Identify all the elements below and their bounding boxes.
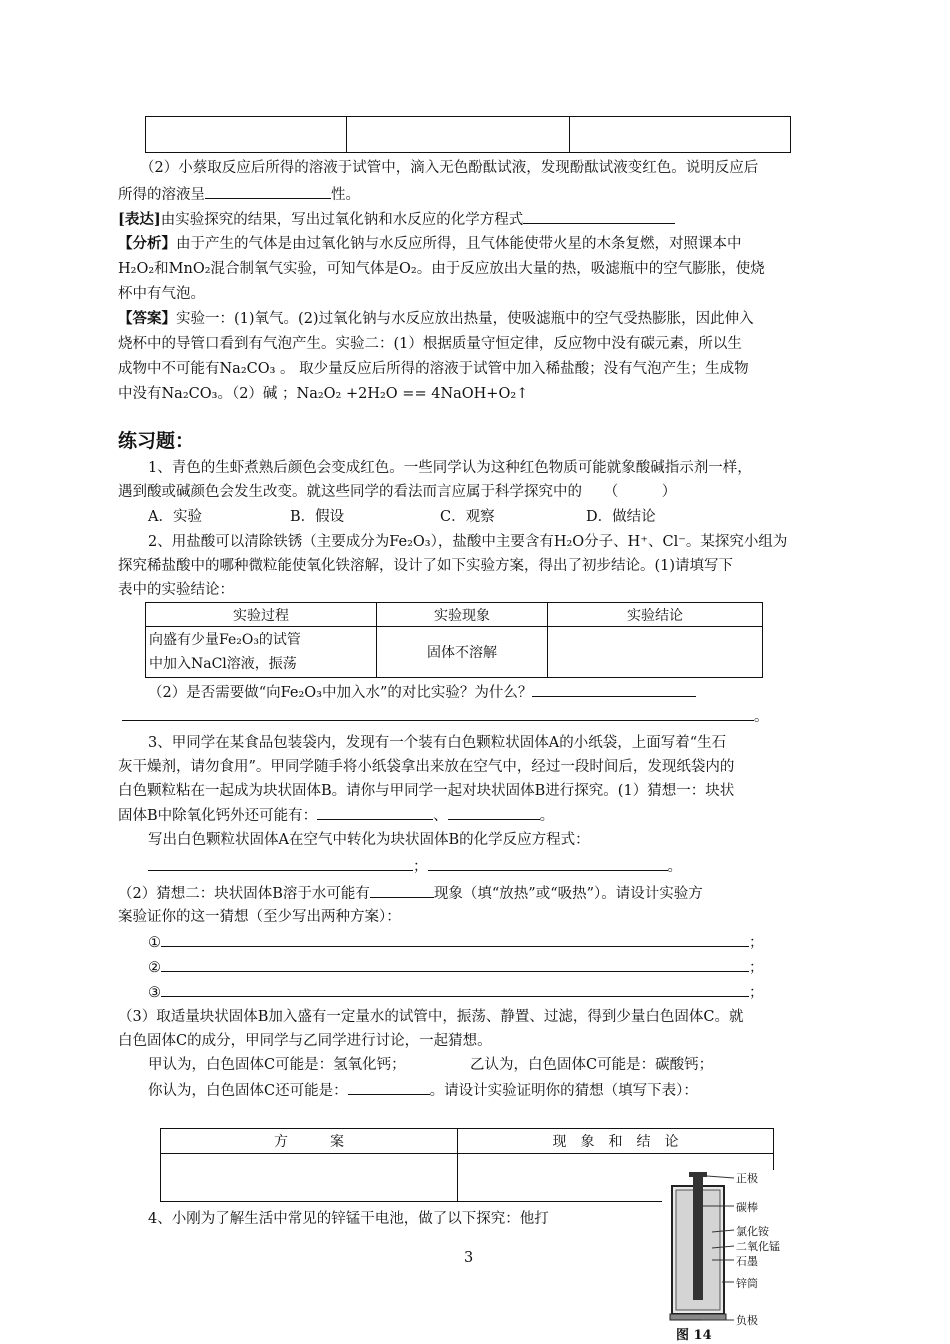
guess1-blank-a[interactable]	[317, 805, 433, 820]
plan-table-header: 方 案	[161, 1129, 458, 1154]
label-carbon-rod: 碳棒	[736, 1201, 758, 1214]
q3-line9: 白色固体C的成分，甲同学与乙同学进行讨论，一起猜想。	[118, 1033, 492, 1049]
q3-line4	[118, 805, 554, 826]
plan-line-3	[148, 982, 764, 1003]
q2-sub2-continued	[122, 706, 769, 727]
label-zinc-can: 锌筒	[736, 1277, 758, 1290]
battery-diagram	[662, 1170, 792, 1340]
label-graphite: 石墨	[736, 1255, 758, 1268]
q3-line7: 案验证你的这一猜想（至少写出两种方案）：	[118, 909, 401, 925]
q2-sub2-text: （2）是否需要做“向Fe₂O₃中加入水”的对比实验？为什么？	[148, 685, 533, 701]
top-table-cell[interactable]	[570, 117, 791, 153]
q3-line4-text: 固体B中除氧化钙外还可能有：	[118, 808, 318, 824]
q2-sub2-blank[interactable]	[532, 682, 696, 697]
answer-line2: 烧杯中的导管口看到有气泡产生。实验二：(1）根据质量守恒定律，反应物中没有碳元素，所以生	[118, 336, 742, 352]
equation-blank[interactable]	[523, 209, 675, 224]
q2-experiment-table	[145, 602, 763, 678]
plan-blank-1[interactable]	[161, 932, 749, 947]
q3-line2: 灰干燥剂，请勿食用”。甲同学随手将小纸袋拿出来放在空气中，经过一段时间后，发现纸袋内的	[118, 759, 735, 775]
figure-caption: 图 14	[676, 1328, 712, 1343]
q3-line6-text: （2）猜想二：块状固体B溶于水可能有	[118, 886, 370, 902]
analysis-tag: 【分析】	[118, 235, 176, 252]
q4-line1: 4、小刚为了解生活中常见的锌锰干电池，做了以下探究：他打	[148, 1211, 549, 1227]
plan-marker: ③	[148, 985, 161, 1001]
p2-line2	[118, 184, 360, 205]
q2-sub2-end: 。	[754, 709, 769, 725]
answer-line3: 成物中不可能有Na₂CO₃ 。 取少量反应后所得的溶液于试管中加入稀盐酸；没有气泡产生；生成物	[118, 361, 749, 377]
q3-line6	[118, 883, 703, 904]
plan-line-2	[148, 957, 764, 978]
equation-blank-2[interactable]	[428, 856, 668, 871]
q2-process-line1: 向盛有少量Fe₂O₃的试管	[149, 632, 301, 648]
q3-sep: 、	[433, 808, 448, 824]
top-table-cell[interactable]	[146, 117, 347, 153]
answer-text1: 实验一：(1)氧气。(2)过氧化钠与水反应放出热量，使吸滤瓶中的空气受热膨胀，因此伸入	[176, 311, 754, 327]
top-answer-table	[145, 116, 791, 153]
plan-blank-3[interactable]	[161, 982, 749, 997]
equation-blank-1[interactable]	[148, 856, 413, 871]
answer-line1	[118, 309, 754, 329]
q2-line2: 探究稀盐酸中的哪种微粒能使氧化铁溶解，设计了如下实验方案，得出了初步结论。(1)请填写下	[118, 558, 734, 574]
q1-option-d[interactable]: D．做结论	[586, 509, 656, 525]
top-table-cell[interactable]	[347, 117, 570, 153]
plan-table-header: 现 象 和 结 论	[458, 1129, 774, 1154]
p2-line1: （2）小蔡取反应后所得的溶液于试管中，滴入无色酚酞试液，发现酚酞试液变红色。说明反应后	[140, 160, 759, 176]
expression-tag: [表达]	[118, 211, 161, 228]
solid-c-blank[interactable]	[348, 1080, 430, 1095]
q2-sub2	[148, 682, 696, 703]
label-ammonium-chloride: 氯化铵	[736, 1225, 769, 1238]
q2-line3: 表中的实验结论：	[118, 582, 234, 598]
q2-table-phenomenon: 固体不溶解	[377, 627, 548, 678]
guess1-blank-b[interactable]	[448, 805, 540, 820]
q2-table-header: 实验结论	[548, 603, 763, 627]
q3-line8: （3）取适量块状固体B加入盛有一定量水的试管中，振荡、静置、过滤，得到少量白色固体C。就	[118, 1009, 744, 1025]
p2-line2-text: 所得的溶液呈	[118, 187, 205, 203]
q1-line1: 1、青色的生虾煮熟后颜色会变成红色。一些同学认为这种红色物质可能就象酸碱指示剂一样，	[148, 460, 752, 476]
q2-process-line2: 中加入NaCl溶液，振荡	[149, 656, 297, 672]
q3-equations	[148, 856, 682, 877]
q3-line3: 白色颗粒粘在一起成为块状固体B。请你与甲同学一起对块状固体B进行探究。(1）猜想一：块状	[118, 783, 735, 799]
answer-line4: 中没有Na₂CO₃。（2）碱 ；Na₂O₂ +2H₂O == 4NaOH+O₂↑	[118, 386, 529, 402]
q3-line11	[148, 1080, 698, 1101]
plan-end: ；	[749, 985, 764, 1001]
q3-line11-text: 你认为，白色固体C还可能是：	[148, 1083, 348, 1099]
exercise-heading: 练习题：	[118, 430, 195, 452]
plan-end: ；	[749, 960, 764, 976]
analysis-text1: 由于产生的气体是由过氧化钠与水反应所得，且气体能使带火星的木条复燃，对照课本中	[176, 236, 742, 252]
plan-blank-2[interactable]	[161, 957, 749, 972]
q3-line10a: 甲认为，白色固体C可能是：氢氧化钙；	[148, 1057, 406, 1073]
q2-table-conclusion-blank[interactable]	[548, 627, 763, 678]
plan-end: ；	[749, 935, 764, 951]
plan-line-1	[148, 932, 764, 953]
plan-table-cell[interactable]	[161, 1154, 458, 1202]
q2-table-header: 实验现象	[377, 603, 548, 627]
expression-text: 由实验探究的结果，写出过氧化钠和水反应的化学方程式	[160, 212, 524, 228]
q3-line5: 写出白色颗粒状固体A在空气中转化为块状固体B的化学反应方程式：	[148, 832, 590, 848]
q3-line10b: 乙认为，白色固体C可能是：碳酸钙；	[470, 1057, 714, 1073]
q2-table-process	[146, 627, 377, 678]
analysis-line1	[118, 234, 742, 254]
q2-line1: 2、用盐酸可以清除铁锈（主要成分为Fe₂O₃），盐酸中主要含有H₂O分子、H⁺、Cl⁻。某探究小组为	[148, 534, 788, 550]
plan-marker: ①	[148, 935, 161, 951]
label-positive: 正极	[736, 1172, 758, 1185]
q2-table-header: 实验过程	[146, 603, 377, 627]
battery-figure	[662, 1170, 792, 1343]
p2-line2-end: 性。	[331, 187, 360, 203]
q3-semi: ；	[413, 859, 428, 875]
q3-line6-end: 现象（填“放热”或“吸热”）。请设计实验方	[433, 886, 703, 902]
solution-property-blank[interactable]	[205, 184, 331, 199]
q1-option-a[interactable]: A．实验	[148, 509, 202, 525]
q3-line11-end: 。请设计实验证明你的猜想（填写下表）：	[429, 1083, 698, 1099]
q3-end1: 。	[539, 808, 555, 824]
expression-line	[118, 209, 675, 230]
q1-option-c[interactable]: C．观察	[440, 509, 495, 525]
page-number: 3	[464, 1250, 474, 1266]
q3-end2: 。	[667, 859, 682, 875]
label-negative: 负极	[736, 1314, 758, 1327]
analysis-line3: 杯中有气泡。	[118, 286, 205, 302]
heat-blank[interactable]	[370, 883, 434, 898]
q1-option-b[interactable]: B．假设	[290, 509, 345, 525]
plan-marker: ②	[148, 960, 161, 976]
q3-line1: 3、甲同学在某食品包装袋内，发现有一个装有白色颗粒状固体A的小纸袋，上面写着“生石	[148, 735, 727, 751]
analysis-line2: H₂O₂和MnO₂混合制氧气实验，可知气体是O₂。由于反应放出大量的热，吸滤瓶中的空气膨胀，使烧	[118, 261, 765, 277]
q1-line2: 遇到酸或碱颜色会发生改变。就这些同学的看法而言应属于科学探究中的 （ ）	[118, 484, 677, 500]
answer-tag: 【答案】	[118, 310, 176, 327]
label-manganese-dioxide: 二氧化锰	[736, 1240, 780, 1253]
q2-sub2-blank2[interactable]	[122, 706, 754, 721]
